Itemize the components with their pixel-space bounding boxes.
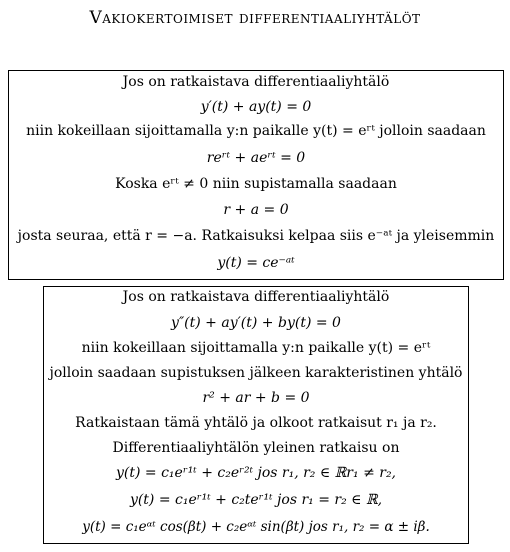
box1-equation: y′(t) + ay(t) = 0 bbox=[200, 99, 312, 115]
box1-equation: r + a = 0 bbox=[223, 202, 289, 218]
first-order-box bbox=[8, 70, 504, 280]
box2-case: y(t) = c₁eʳ¹ᵗ + c₂eʳ²ᵗ jos r₁, r₂ ∈ ℝr₁ ≠ r₂, bbox=[116, 465, 396, 481]
box1-line: niin kokeillaan sijoittamalla y:n paikalle y(t) = eʳᵗ jolloin saadaan bbox=[26, 123, 486, 139]
box2-line: niin kokeillaan sijoittamalla y:n paikalle y(t) = eʳᵗ bbox=[81, 340, 431, 356]
box2-line: Jos on ratkaistava differentiaaliyhtälö bbox=[122, 289, 390, 305]
box2-equation: y″(t) + ay′(t) + by(t) = 0 bbox=[171, 315, 341, 331]
box1-line: Koska eʳᵗ ≠ 0 niin supistamalla saadaan bbox=[115, 176, 397, 192]
box2-case: y(t) = c₁eʳ¹ᵗ + c₂teʳ¹ᵗ jos r₁ = r₂ ∈ ℝ, bbox=[129, 492, 383, 508]
box2-line: jolloin saadaan supistuksen jälkeen karakteristinen yhtälö bbox=[49, 365, 463, 381]
box2-case: y(t) = c₁eᵅᵗ cos(βt) + c₂eᵅᵗ sin(βt) jos r₁, r₂ = α ± iβ. bbox=[82, 519, 430, 535]
box1-line: Jos on ratkaistava differentiaaliyhtälö bbox=[122, 74, 390, 90]
box1-equation: y(t) = ce⁻ᵃᵗ bbox=[217, 255, 295, 271]
box1-line: josta seuraa, että r = −a. Ratkaisuksi kelpaa siis e⁻ᵃᵗ ja yleisemmin bbox=[17, 228, 495, 244]
page-title: Vakiokertoimiset differentiaaliyhtälöt bbox=[89, 8, 421, 28]
box2-equation: r² + ar + b = 0 bbox=[202, 390, 310, 406]
second-order-box bbox=[43, 286, 469, 544]
box2-line: Ratkaistaan tämä yhtälö ja olkoot ratkaisut r₁ ja r₂. bbox=[75, 415, 437, 431]
box2-line: Differentiaaliyhtälön yleinen ratkaisu on bbox=[112, 440, 400, 456]
box1-equation: reʳᵗ + aeʳᵗ = 0 bbox=[206, 150, 306, 166]
